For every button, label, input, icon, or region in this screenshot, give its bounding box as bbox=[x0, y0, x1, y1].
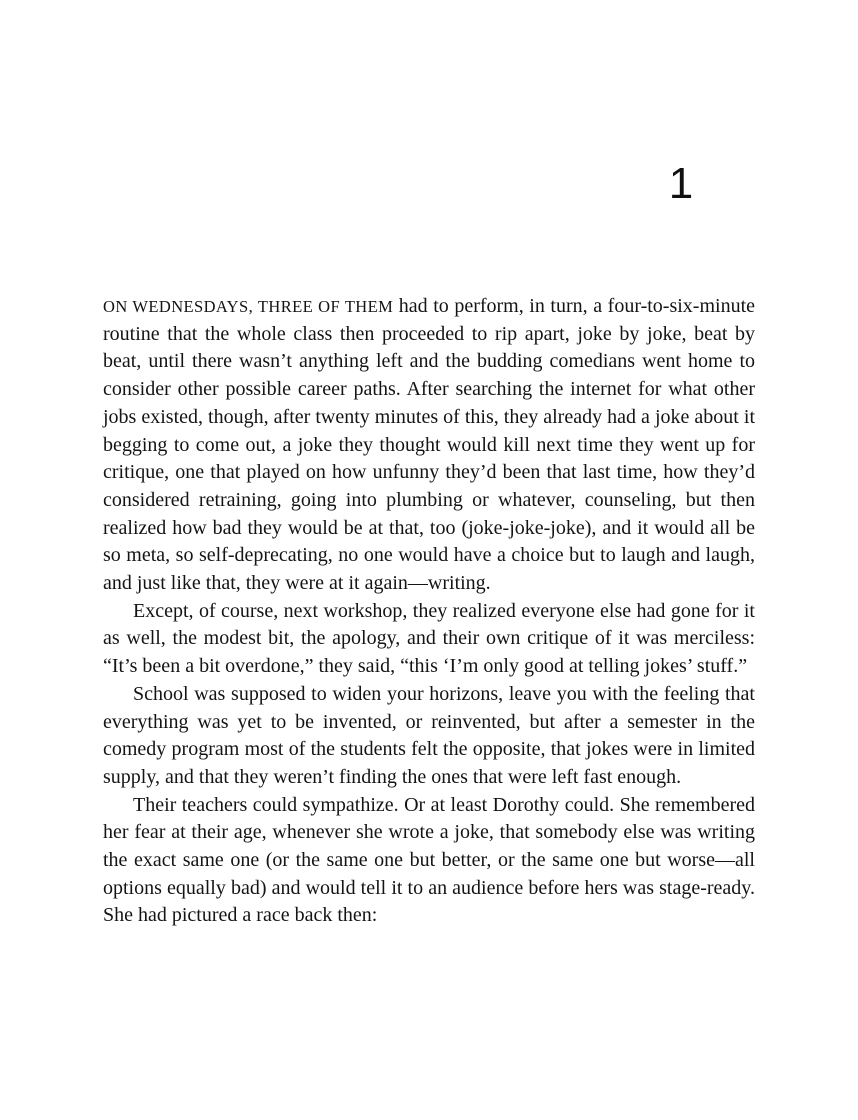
paragraph: Except, of course, next workshop, they realized everyone else had gone for it as well, the modest bit, the apology, and their own critique of it was merciless: “It’s been a bit overdone,” they said, “this ‘I’m only good at telling jokes’ stuff.” bbox=[103, 599, 755, 678]
paragraph-lead-small-caps: ON WEDNESDAYS, THREE OF THEM bbox=[103, 297, 394, 316]
paragraph-text: had to perform, in turn, a four-to-six-minute routine that the whole class then proceeded to rip apart, joke by joke, beat by beat, until there wasn’t anything left and the budding comedians went home to consider other possible career paths. After searching the internet for what other jobs existed, though, after twenty minutes of this, they already had a joke about it begging to come out, a joke they thought would kill next time they went up for critique, one that played on how unfunny they’d been that last time, how they’d considered retraining, going into plumbing or whatever, counseling, but then realized how bad they would be at that, too (joke-joke-joke), and it would all be so meta, so self-deprecating, no one would have a choice but to laugh and laugh, and just like that, they were at it again—writing. bbox=[103, 295, 756, 595]
paragraph bbox=[103, 293, 755, 598]
paragraph: School was supposed to widen your horizons, leave you with the feeling that everything was yet to be invented, or reinvented, but after a semester in the comedy program most of the students felt the opposite, that jokes were in limited supply, and that they weren’t finding the ones that were left fast enough. bbox=[103, 682, 755, 788]
paragraph: Their teachers could sympathize. Or at least Dorothy could. She remembered her fear at their age, whenever she wrote a joke, that somebody else was writing the exact same one (or the same one but better, or the same one but worse—all options equally bad) and would tell it to an audience before hers was stage-ready. She had pictured a race back then: bbox=[103, 793, 755, 927]
chapter-number: 1 bbox=[668, 159, 694, 208]
body-text bbox=[103, 293, 755, 930]
